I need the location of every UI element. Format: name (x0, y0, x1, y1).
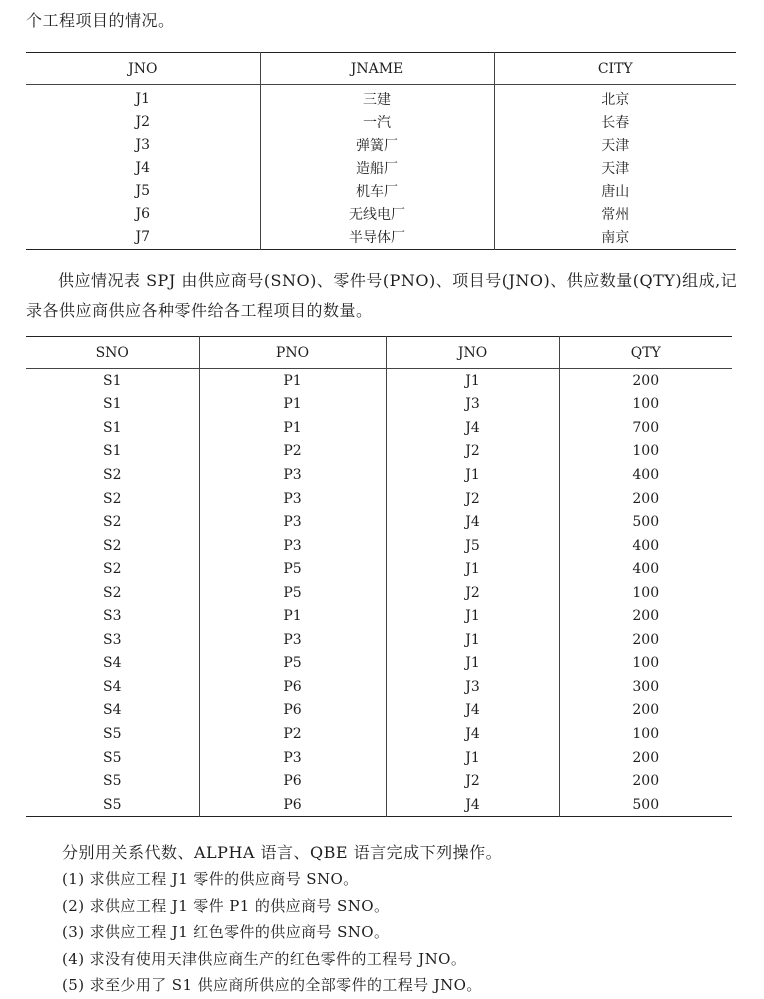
table-cell: P1 (199, 393, 386, 417)
column-header-pno: PNO (199, 337, 386, 369)
table-cell: J3 (135, 136, 151, 153)
operation-item: (5) 求至少用了 S1 供应商所供应的全部零件的工程号 JNO。 (62, 976, 482, 994)
table-cell: 100 (559, 393, 732, 417)
table-cell: S5 (103, 773, 122, 790)
operation-item: (2) 求供应工程 J1 零件 P1 的供应商号 SNO。 (62, 896, 390, 915)
table-cell: J4 (386, 722, 559, 746)
table-cell: S1 (103, 372, 122, 389)
table-cell: J4 (386, 510, 559, 534)
table-row (26, 226, 736, 250)
column-header-jname: JNAME (260, 53, 494, 85)
column-header-city: CITY (494, 53, 736, 85)
table-cell: 弹簧厂 (260, 133, 494, 156)
table-cell: 天津 (494, 133, 736, 156)
table-cell: J1 (386, 604, 559, 628)
table-cell: 500 (559, 510, 732, 534)
table-cell: S2 (103, 466, 122, 483)
table-row (26, 156, 736, 179)
table-cell: S2 (103, 537, 122, 554)
table-cell: S1 (103, 396, 122, 413)
operations-list (62, 866, 482, 999)
table-cell: 700 (559, 416, 732, 440)
table-cell: 200 (559, 604, 732, 628)
table-cell: 无线电厂 (260, 202, 494, 225)
table-row (26, 133, 736, 156)
operation-item: (1) 求供应工程 J1 零件的供应商号 SNO。 (62, 870, 359, 888)
table-row (26, 652, 732, 676)
table-cell: 100 (559, 722, 732, 746)
table-cell: 100 (559, 440, 732, 464)
table-row (26, 463, 732, 487)
table-row (26, 581, 732, 605)
table-row (26, 675, 732, 699)
table-cell: J1 (386, 652, 559, 676)
project-table-body (26, 85, 736, 250)
table-cell: P3 (199, 534, 386, 558)
column-header-sno: SNO (26, 337, 199, 369)
table-cell: 100 (559, 581, 732, 605)
table-cell: P6 (199, 769, 386, 793)
spj-description: 供应情况表 SPJ 由供应商号(SNO)、零件号(PNO)、项目号(JNO)、供应数量(QTY)组成,记录各供应商供应各种零件给各工程项目的数量。 (26, 271, 738, 320)
table-cell: J2 (386, 440, 559, 464)
table-cell: J1 (386, 557, 559, 581)
table-cell: P1 (199, 416, 386, 440)
table-row (26, 510, 732, 534)
table-cell: 200 (559, 369, 732, 393)
table-cell: P6 (199, 699, 386, 723)
column-header-jno: JNO (26, 53, 260, 85)
table-cell: P5 (199, 652, 386, 676)
table-cell: P5 (199, 581, 386, 605)
table-cell: 200 (559, 769, 732, 793)
table-cell: S4 (103, 678, 122, 695)
table-cell: 500 (559, 793, 732, 817)
table-cell: 长春 (494, 110, 736, 133)
table-cell: J1 (386, 628, 559, 652)
table-cell: P6 (199, 675, 386, 699)
table-cell: S5 (103, 796, 122, 813)
table-cell: 半导体厂 (260, 226, 494, 250)
table-cell: S1 (103, 443, 122, 460)
table-cell: J4 (386, 416, 559, 440)
table-cell: J2 (386, 581, 559, 605)
table-cell: J4 (135, 159, 151, 176)
table-cell: S3 (103, 631, 122, 648)
column-header-qty: QTY (559, 337, 732, 369)
table-cell: 造船厂 (260, 156, 494, 179)
table-cell: J7 (135, 229, 151, 246)
table-row (26, 746, 732, 770)
table-cell: 200 (559, 699, 732, 723)
table-cell: P6 (199, 793, 386, 817)
table-row (26, 699, 732, 723)
table-cell: S2 (103, 490, 122, 507)
table-cell: P1 (199, 604, 386, 628)
table-cell: S2 (103, 561, 122, 578)
table-cell: S2 (103, 514, 122, 531)
table-cell: J3 (386, 675, 559, 699)
table-row (26, 628, 732, 652)
table-row (26, 793, 732, 817)
table-cell: P3 (199, 510, 386, 534)
table-cell: P3 (199, 463, 386, 487)
table-row (26, 85, 736, 111)
table-cell: P3 (199, 628, 386, 652)
table-cell: J2 (386, 487, 559, 511)
table-cell: 天津 (494, 156, 736, 179)
table-cell: J1 (135, 90, 151, 107)
intro-text: 个工程项目的情况。 (26, 11, 175, 30)
table-row (26, 179, 736, 202)
table-cell: P3 (199, 487, 386, 511)
table-row (26, 393, 732, 417)
table-cell: 北京 (494, 85, 736, 111)
table-cell: J1 (386, 746, 559, 770)
table-cell: S5 (103, 725, 122, 742)
project-table (26, 52, 736, 250)
table-cell: S3 (103, 608, 122, 625)
table-cell: 一汽 (260, 110, 494, 133)
table-cell: S4 (103, 655, 122, 672)
instruction-text: 分别用关系代数、ALPHA 语言、QBE 语言完成下列操作。 (62, 843, 503, 862)
table-row (26, 369, 732, 393)
table-cell: J2 (135, 113, 151, 130)
table-cell: 400 (559, 463, 732, 487)
table-row (26, 769, 732, 793)
table-row (26, 440, 732, 464)
table-cell: J2 (386, 769, 559, 793)
table-cell: J4 (386, 699, 559, 723)
table-cell: P1 (199, 369, 386, 393)
column-header-jno: JNO (386, 337, 559, 369)
table-cell: P2 (199, 440, 386, 464)
table-cell: J5 (135, 182, 151, 199)
table-cell: 300 (559, 675, 732, 699)
table-cell: 三建 (260, 85, 494, 111)
table-cell: 200 (559, 628, 732, 652)
table-cell: J5 (386, 534, 559, 558)
table-cell: P2 (199, 722, 386, 746)
operation-item: (4) 求没有使用天津供应商生产的红色零件的工程号 JNO。 (62, 949, 467, 968)
table-cell: J1 (386, 369, 559, 393)
project-table-header (26, 53, 736, 85)
table-row (26, 487, 732, 511)
table-cell: 200 (559, 487, 732, 511)
table-row (26, 604, 732, 628)
table-row (26, 202, 736, 225)
table-cell: 唐山 (494, 179, 736, 202)
table-cell: 400 (559, 557, 732, 581)
table-row (26, 722, 732, 746)
operation-item: (3) 求供应工程 J1 红色零件的供应商号 SNO。 (62, 923, 390, 941)
table-cell: P5 (199, 557, 386, 581)
table-cell: P3 (199, 746, 386, 770)
table-cell: 南京 (494, 226, 736, 250)
spj-table (26, 336, 732, 817)
table-cell: S5 (103, 749, 122, 766)
table-cell: J1 (386, 463, 559, 487)
table-cell: 100 (559, 652, 732, 676)
spj-table-header (26, 337, 732, 369)
spj-table-body (26, 369, 732, 817)
table-row (26, 416, 732, 440)
table-cell: J3 (386, 393, 559, 417)
table-row (26, 557, 732, 581)
table-cell: S4 (103, 702, 122, 719)
table-cell: J6 (135, 206, 151, 223)
table-row (26, 534, 732, 558)
table-cell: S1 (103, 419, 122, 436)
table-cell: 机车厂 (260, 179, 494, 202)
table-cell: 常州 (494, 202, 736, 225)
table-row (26, 110, 736, 133)
table-cell: 200 (559, 746, 732, 770)
table-cell: J4 (386, 793, 559, 817)
table-cell: 400 (559, 534, 732, 558)
table-cell: S2 (103, 584, 122, 601)
